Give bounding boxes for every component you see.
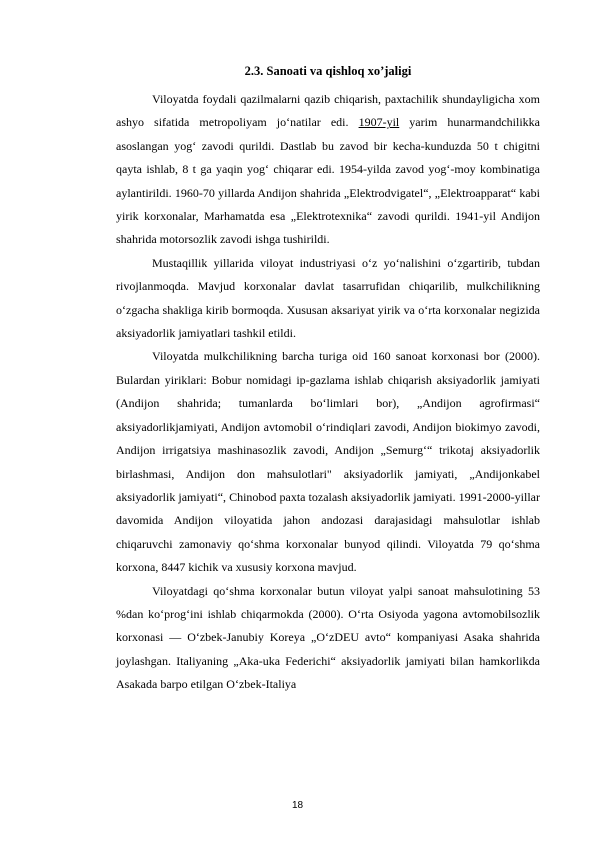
year-1907-link[interactable]: 1907-yil <box>358 115 400 130</box>
paragraph-1-text-start: Viloyatda foydali qazilmalarni qazib chiqarish, paxtachilik shundayligicha xom ashyo sifatida metropoliyam joʻnatilar edi. <box>116 92 540 130</box>
paragraph-4: Viloyatdagi qoʻshma korxonalar butun viloyat yalpi sanoat mahsulotining 53 %dan koʻprogʻini ishlab chiqarmokda (2000). Oʻrta Osiyoda yagona avtomobilsozlik korxonasi — Oʻzbek-Janubiy Koreya „OʻzDEU avto“ kompaniyasi Asaka shahrida joylashgan. Italiyaning „Aka-uka Federichi“ aksiyadorlik jamiyati bilan hamkorlikda Asakada barpo etilgan Oʻzbek-Italiya <box>116 583 540 692</box>
paragraph-2: Mustaqillik yillarida viloyat industriyasi oʻz yoʻnalishini oʻzgartirib, tubdan rivojlanmoqda. Mavjud korxonalar davlat tasarrufidan chiqarilib, mulkchilikning oʻzgacha shakliga kirib bormoqda. Xususan aksariyat yirik va oʻrta korxonalar negizida aksiyadorlik jamiyatlari tashkil etildi. <box>116 255 540 341</box>
document-page <box>116 60 540 697</box>
page-number: 18 <box>291 800 304 811</box>
paragraph-1-text-end: yarim hunarmandchilikka asoslangan yogʻ zavodi qurildi. Dastlab bu zavod bir kecha-kunduzda 50 t chigitni qayta ishlab, 8 t ga yaqin yogʻ chiqarar edi. 1954-yilda zavod yogʻ-moy kombinatiga aylantirildi. 1960-70 yillarda Andijon shahrida „Elektrodvigatel“, „Elektroapparat“ kabi yirik korxonalar, Marhamatda esa „Elektrotexnika“ zavodi qurildi. 1941-yil Andijon shahrida motorsozlik zavodi ishga tushirildi. <box>116 115 540 247</box>
paragraph-1 <box>116 88 540 252</box>
paragraph-3: Viloyatda mulkchilikning barcha turiga oid 160 sanoat korxonasi bor (2000). Bulardan yiriklari: Bobur nomidagi ip-gazlama ishlab chiqarish aksiyadorlik jamiyati (Andijon shahrida; tumanlarda boʻlimlari bor), „Andijon agrofirmasi“ aksiyadorlikjamiyati, Andijon avtomobil oʻrindiqlari zavodi, Andijon biokimyo zavodi, Andijon irrigatsiya mashinasozlik zavodi, Andijon „Semurgʻ“ trikotaj aksiyadorlik birlashmasi, Andijon don mahsulotlari" aksiyadorlik jamiyati, „Andijonkabel aksiyadorlik jamiyati“, Chinobod paxta tozalash aksiyadorlik jamiyati. 1991-2000-yillar davomida Andijon viloyatida jahon andozasi darajasidagi mahsulotlar ishlab chiqaruvchi zamonaviy qoʻshma korxonalar bunyod qilindi. Viloyatda 79 qoʻshma korxona, 8447 kichik va xususiy korxona mavjud. <box>116 349 540 575</box>
section-title: 2.3. Sanoati va qishloq xo’jaligi <box>244 64 412 78</box>
